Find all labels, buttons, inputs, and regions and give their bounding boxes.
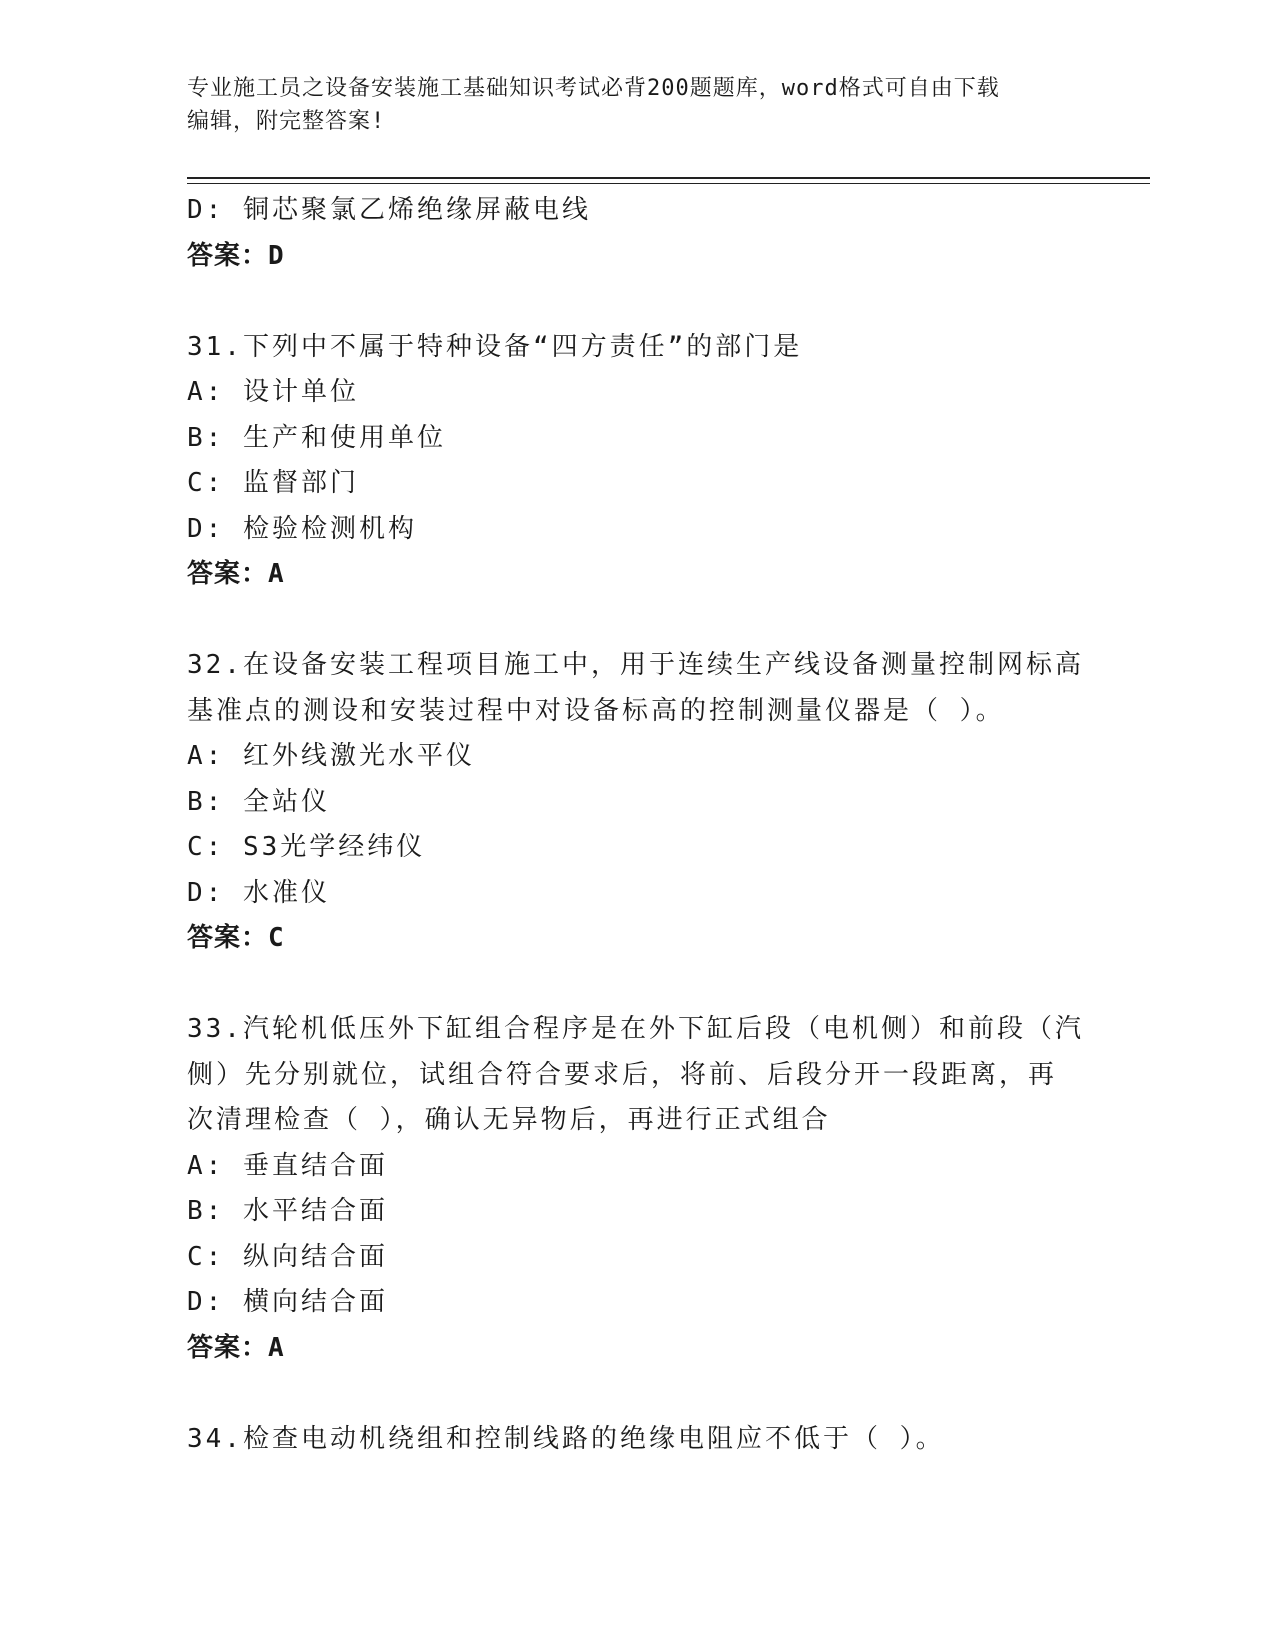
question-33-stem-line1: 33.汽轮机低压外下缸组合程序是在外下缸后段（电机侧）和前段（汽 [187,1014,1084,1044]
question-31-option-b: B: 生产和使用单位 [187,422,446,453]
spacer [187,962,1087,1008]
question-32-option-c: C: S3光学经纬仪 [187,832,426,862]
spacer [187,1371,1087,1417]
question-31-option-d: D: 检验检测机构 [187,513,417,544]
question-33-option-c: C: 纵向结合面 [187,1241,388,1272]
question-33-stem-line3: 次清理检查（ ），确认无异物后，再进行正式组合 [187,1105,831,1135]
question-33-option-b: B: 水平结合面 [187,1196,388,1226]
question-32-option-d: D: 水准仪 [187,877,330,908]
question-34-stem: 34.检查电动机绕组和控制线路的绝缘电阻应不低于（ ）。 [187,1423,945,1454]
document-body [187,188,1087,1462]
question-31-option-c: C: 监督部门 [187,468,359,498]
header-divider-thin [187,183,1150,184]
question-33-option-a: A: 垂直结合面 [187,1150,388,1181]
question-33-answer: 答案：A [187,1332,285,1363]
question-32 [187,643,1087,962]
header-title-line2: 编辑，附完整答案! [187,109,386,134]
question-33 [187,1007,1087,1371]
question-32-option-b: B: 全站仪 [187,786,330,817]
prev-option-d: D: 铜芯聚氯乙烯绝缘屏蔽电线 [187,195,591,225]
question-32-stem-line1: 32.在设备安装工程项目施工中，用于连续生产线设备测量控制网标高 [187,650,1084,680]
document-header [187,72,1087,138]
question-31 [187,325,1087,598]
question-32-answer: 答案：C [187,923,285,953]
question-34 [187,1417,1087,1463]
question-32-option-a: A: 红外线激光水平仪 [187,741,475,771]
question-31-stem: 31.下列中不属于特种设备“四方责任”的部门是 [187,331,803,362]
header-title-line1: 专业施工员之设备安装施工基础知识考试必背200题题库，word格式可自由下载 [187,76,1000,101]
question-33-stem-line2: 侧）先分别就位，试组合符合要求后，将前、后段分开一段距离，再 [187,1059,1058,1090]
question-33-option-d: D: 横向结合面 [187,1287,388,1317]
question-31-answer: 答案：A [187,559,285,589]
prev-answer: 答案：D [187,240,285,271]
question-31-option-a: A: 设计单位 [187,377,359,407]
header-divider-thick [187,177,1150,179]
question-32-stem-line2: 基准点的测设和安装过程中对设备标高的控制测量仪器是（ ）。 [187,695,1005,726]
spacer [187,279,1087,325]
spacer [187,598,1087,644]
